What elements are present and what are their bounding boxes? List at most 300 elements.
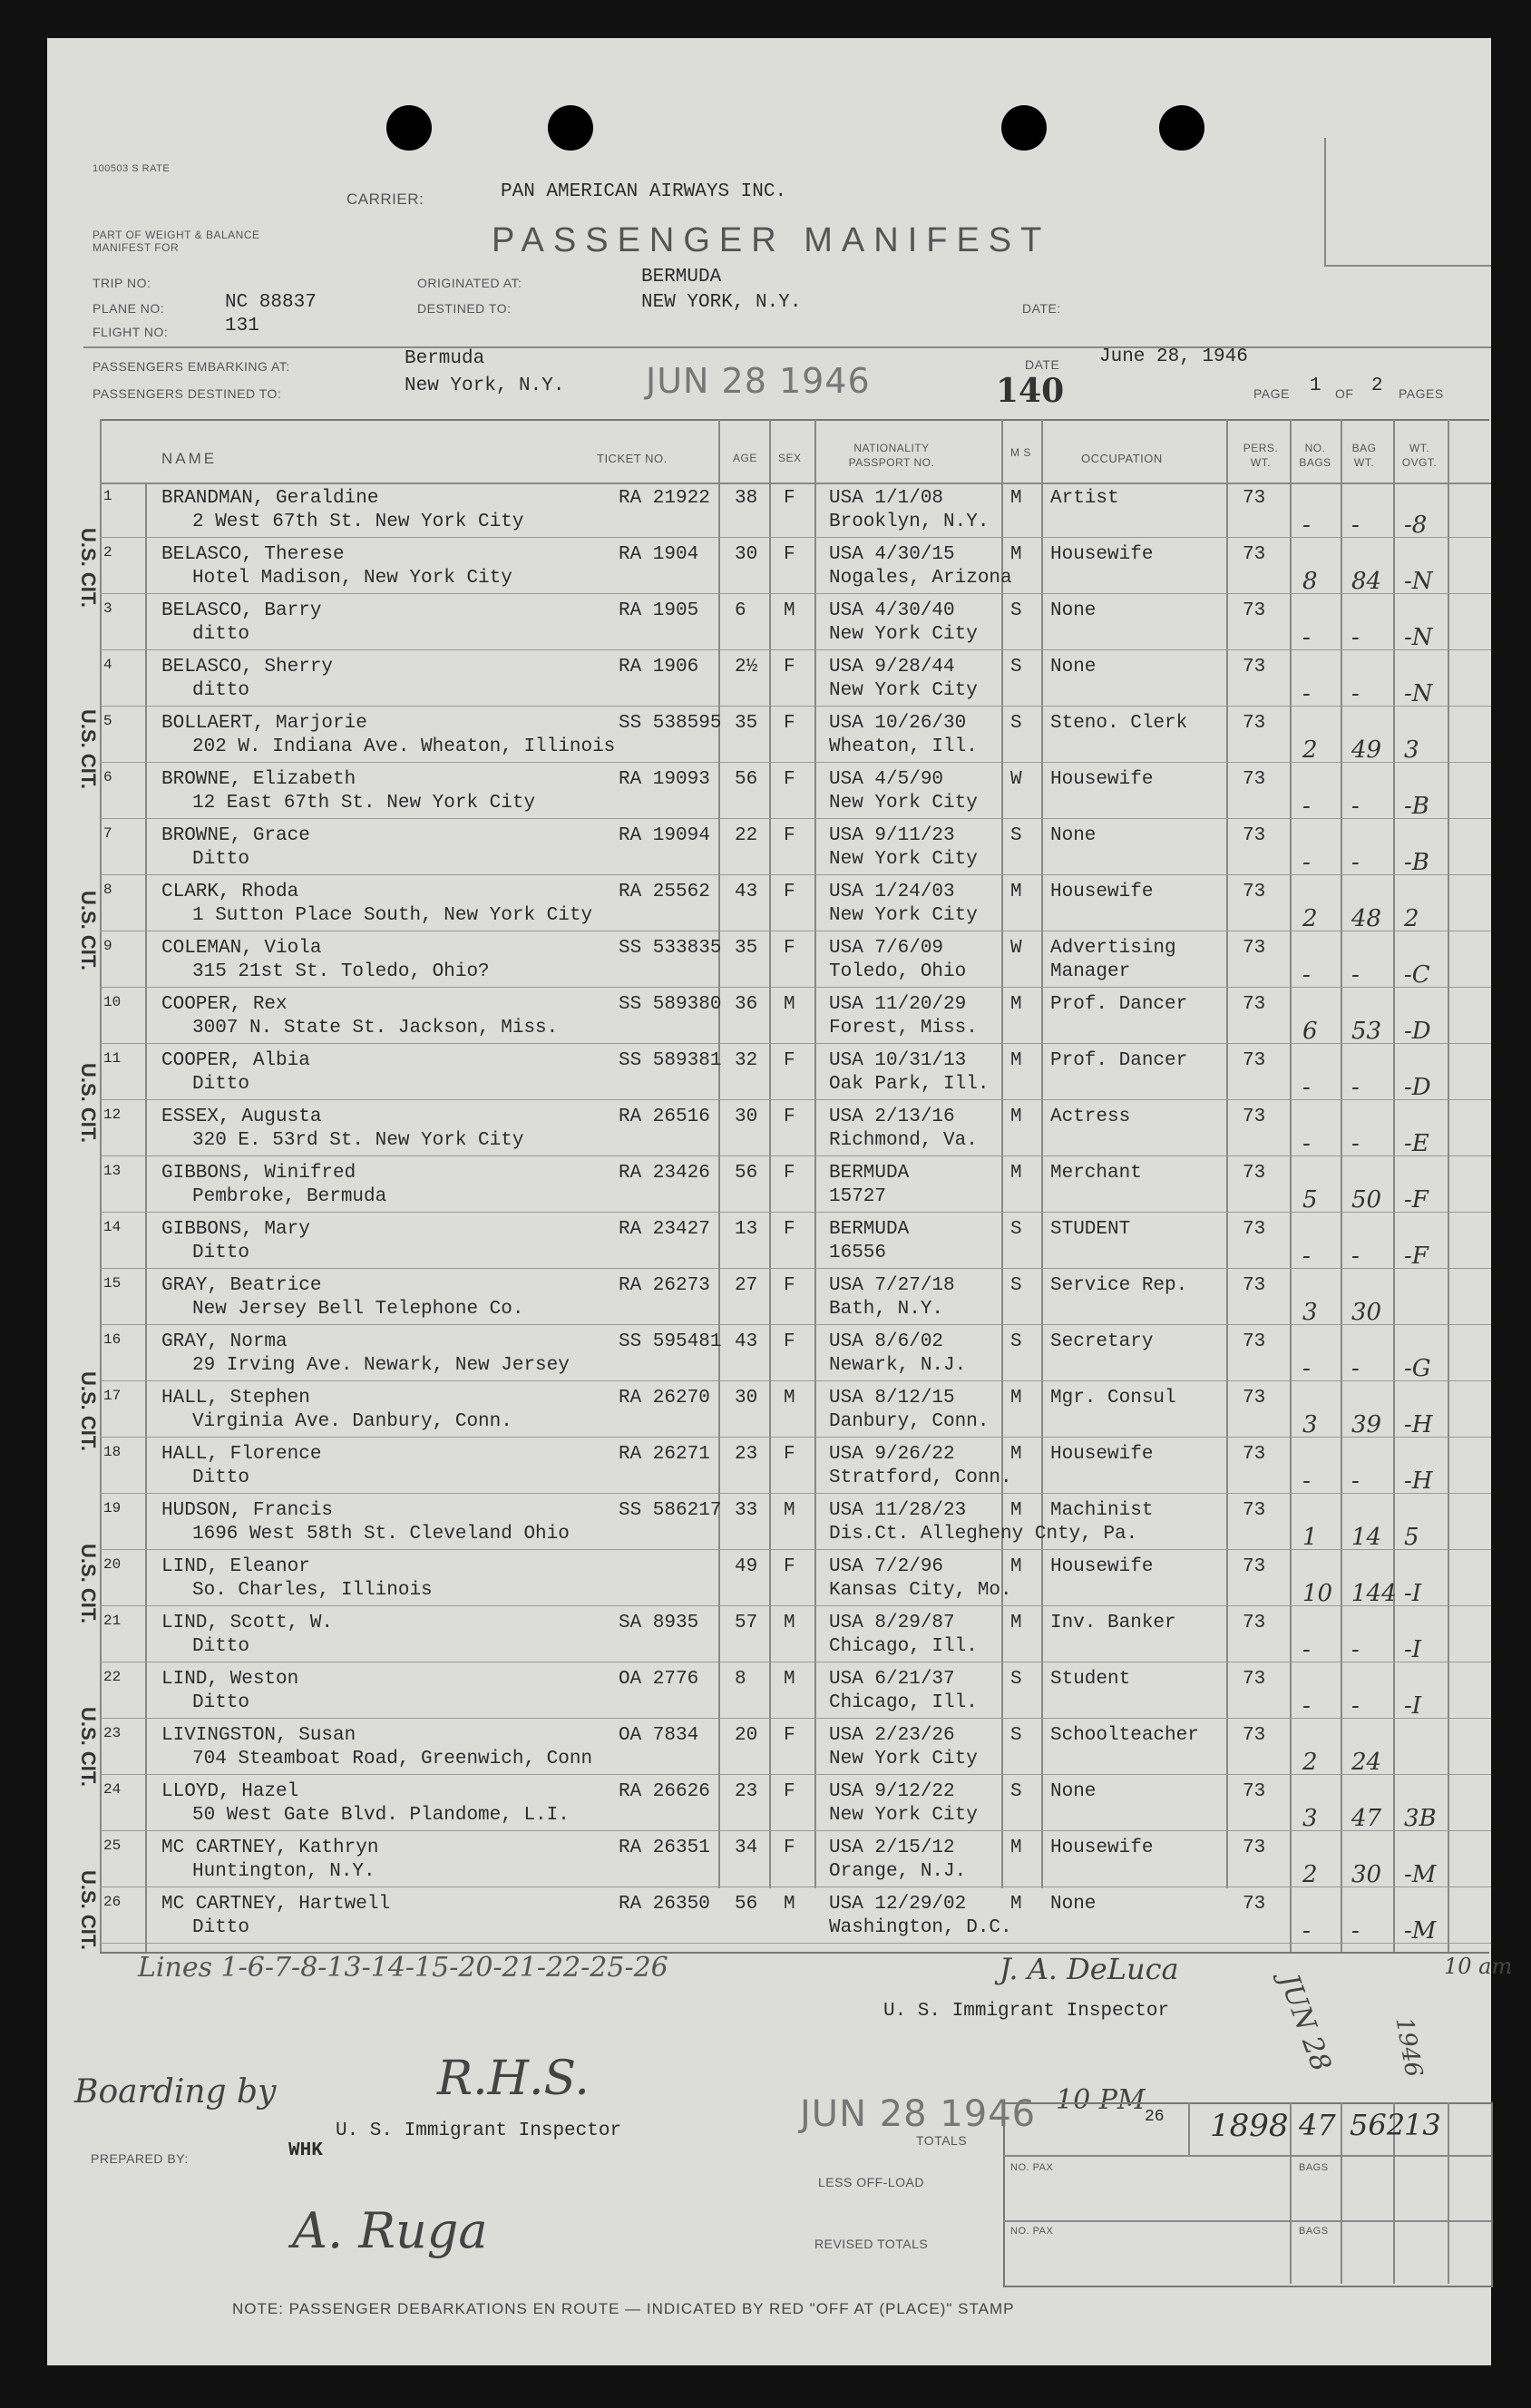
row-rule (100, 1380, 1491, 1381)
passenger-name: BRANDMAN, Geraldine (161, 488, 379, 509)
table-row (47, 820, 1491, 876)
bag-count: 2 (1302, 905, 1318, 932)
passenger-sex: F (784, 1107, 795, 1127)
passenger-address: ditto (192, 624, 250, 645)
passport-info: USA 7/2/96 (829, 1556, 944, 1577)
passenger-sex: F (784, 1219, 795, 1240)
marital-status: S (1010, 825, 1022, 846)
passenger-sex: F (784, 1050, 795, 1071)
passenger-age: 33 (735, 1500, 758, 1521)
passenger-name: HALL, Florence (161, 1444, 322, 1465)
birthplace: Orange, N.J. (829, 1861, 967, 1882)
passenger-name: BELASCO, Sherry (161, 657, 334, 678)
inspector-title-1: U. S. Immigrant Inspector (883, 2001, 1170, 2022)
passenger-name: LIND, Weston (161, 1669, 299, 1690)
side-stamp: U.S. CIT. (77, 709, 100, 790)
occupation: Merchant (1050, 1163, 1142, 1184)
row-number: 10 (103, 994, 122, 1010)
passenger-weight: 73 (1243, 1500, 1266, 1521)
bag-weight: 24 (1351, 1749, 1382, 1776)
passenger-name: BROWNE, Grace (161, 825, 310, 846)
row-rule (100, 1549, 1491, 1550)
ticket-number: OA 7834 (619, 1725, 699, 1746)
passenger-age: 43 (735, 1331, 758, 1352)
passenger-age: 35 (735, 713, 758, 734)
bag-weight: - (1351, 624, 1360, 651)
passenger-sex: M (784, 1669, 795, 1690)
table-row (47, 1607, 1491, 1663)
side-stamp: U.S. CIT. (77, 1707, 100, 1788)
marital-status: M (1010, 544, 1022, 565)
overweight: -G (1404, 1355, 1431, 1382)
bag-weight: 48 (1351, 905, 1382, 932)
overweight: 3 (1404, 736, 1419, 764)
bag-weight: - (1351, 1636, 1360, 1663)
row-number: 20 (103, 1556, 122, 1573)
row-rule (100, 649, 1491, 650)
passport-info: BERMUDA (829, 1163, 910, 1184)
passenger-age: 2½ (735, 657, 758, 678)
side-stamp: U.S. CIT. (77, 891, 100, 971)
passenger-name: GRAY, Norma (161, 1331, 288, 1352)
marital-status: M (1010, 488, 1022, 509)
marital-status: W (1010, 769, 1022, 790)
passenger-name: BELASCO, Barry (161, 600, 322, 621)
bag-count: 2 (1302, 1749, 1318, 1776)
marital-status: M (1010, 1444, 1022, 1465)
row-rule (100, 537, 1491, 538)
birthplace: Richmond, Va. (829, 1130, 978, 1151)
birthplace: New York City (829, 680, 978, 701)
table-row (47, 1326, 1491, 1382)
row-rule (100, 1212, 1491, 1213)
bag-weight: - (1351, 1917, 1360, 1945)
occupation: None (1050, 1781, 1097, 1802)
passenger-sex: F (784, 938, 795, 959)
destined-label: DESTINED TO: (417, 301, 512, 316)
plane-no-value: NC 88837 (225, 292, 317, 313)
table-row (47, 1045, 1491, 1101)
handwritten-time: 10 am (1444, 1954, 1513, 1979)
occupation: Machinist (1050, 1500, 1154, 1521)
occupation: Mgr. Consul (1050, 1388, 1176, 1409)
passenger-sex: F (784, 825, 795, 846)
date2-value: June 28, 1946 (1099, 346, 1248, 367)
bag-weight: 30 (1351, 1861, 1382, 1888)
passenger-sex: F (784, 1838, 795, 1858)
passport-info: USA 4/30/40 (829, 600, 955, 621)
row-number: 25 (103, 1838, 122, 1854)
table-row (47, 1551, 1491, 1607)
table-row (47, 1720, 1491, 1776)
marital-status: M (1010, 1500, 1022, 1521)
passenger-age: 22 (735, 825, 758, 846)
passenger-address: New Jersey Bell Telephone Co. (192, 1299, 524, 1320)
bag-weight: - (1351, 1130, 1360, 1157)
passenger-name: MC CARTNEY, Kathryn (161, 1838, 379, 1858)
passenger-address: Ditto (192, 849, 250, 870)
handwritten-year: 1946 (1390, 2015, 1428, 2080)
totals-rule (1003, 2155, 1491, 2157)
passenger-address: Virginia Ave. Danbury, Conn. (192, 1411, 512, 1432)
overweight: -N (1404, 680, 1433, 707)
passenger-weight: 73 (1243, 1219, 1266, 1240)
birthplace: New York City (829, 793, 978, 814)
bag-count: 5 (1302, 1186, 1318, 1214)
flight-no-value: 131 (225, 316, 259, 336)
passenger-age: 56 (735, 769, 758, 790)
totals-label: TOTALS (916, 2133, 968, 2148)
occupation: Student (1050, 1669, 1131, 1690)
overweight: -B (1404, 793, 1429, 820)
totals-rule (1341, 2102, 1342, 2284)
passenger-name: GIBBONS, Winifred (161, 1163, 356, 1184)
punch-hole (1001, 105, 1047, 151)
passenger-sex: F (784, 1331, 795, 1352)
passenger-age: 56 (735, 1894, 758, 1915)
passenger-weight: 73 (1243, 657, 1266, 678)
birthplace: New York City (829, 1805, 978, 1826)
manifest-sheet (47, 38, 1513, 2365)
passenger-weight: 73 (1243, 769, 1266, 790)
row-number: 13 (103, 1163, 122, 1179)
passport-info: USA 7/6/09 (829, 938, 944, 959)
bag-count: - (1302, 1130, 1311, 1157)
birthplace: New York City (829, 624, 978, 645)
row-number: 17 (103, 1388, 122, 1404)
total-weight: 1898 (1210, 2108, 1289, 2144)
table-row (47, 989, 1491, 1045)
birthplace: Dis.Ct. Allegheny Cnty, Pa. (829, 1524, 1138, 1545)
passport-info: USA 2/15/12 (829, 1838, 955, 1858)
passenger-address: Huntington, N.Y. (192, 1861, 375, 1882)
passenger-weight: 73 (1243, 1444, 1266, 1465)
manifest-number: 140 (996, 372, 1065, 410)
table-row (47, 483, 1491, 539)
passenger-address: So. Charles, Illinois (192, 1580, 433, 1601)
occupation: Steno. Clerk (1050, 713, 1188, 734)
table-row (47, 707, 1491, 764)
passenger-sex: F (784, 882, 795, 902)
passenger-sex: M (784, 1613, 795, 1633)
ticket-number: RA 1904 (619, 544, 699, 565)
passport-info: USA 10/26/30 (829, 713, 967, 734)
pages-value: 2 (1371, 375, 1383, 396)
row-rule (100, 874, 1491, 875)
col-nationality: NATIONALITY PASSPORT NO. (848, 442, 935, 469)
table-row (47, 1888, 1491, 1945)
carrier-label: CARRIER: (346, 190, 424, 208)
row-rule (100, 1324, 1491, 1325)
row-number: 6 (103, 769, 112, 785)
row-number: 14 (103, 1219, 122, 1235)
overweight: -M (1404, 1917, 1437, 1945)
row-number: 26 (103, 1894, 122, 1910)
overweight: -F (1404, 1186, 1429, 1214)
no-pax-label-2: NO. PAX (1010, 2226, 1054, 2237)
passenger-name: COOPER, Rex (161, 994, 288, 1015)
no-pax-label: NO. PAX (1010, 2162, 1054, 2173)
passenger-age: 49 (735, 1556, 758, 1577)
row-number: 23 (103, 1725, 122, 1741)
passenger-age: 23 (735, 1781, 758, 1802)
passenger-address: 704 Steamboat Road, Greenwich, Conn (192, 1749, 593, 1769)
row-number: 1 (103, 488, 112, 504)
passenger-age: 30 (735, 544, 758, 565)
passenger-age: 27 (735, 1275, 758, 1296)
col-age: AGE (733, 452, 757, 464)
row-rule (100, 1099, 1491, 1100)
passenger-weight: 73 (1243, 1838, 1266, 1858)
bag-count: - (1302, 680, 1311, 707)
originated-label: ORIGINATED AT: (417, 276, 522, 290)
birthplace: Toledo, Ohio (829, 961, 967, 982)
passenger-address: 50 West Gate Blvd. Plandome, L.I. (192, 1805, 570, 1826)
header-rule (83, 346, 1491, 348)
col-wt-ovgt: WT. OVGT. (1401, 442, 1438, 469)
occupation: Housewife (1050, 1444, 1154, 1465)
bag-count: - (1302, 1355, 1311, 1382)
marital-status: S (1010, 1275, 1022, 1296)
total-bags: 47 (1299, 2108, 1336, 2142)
marital-status: M (1010, 882, 1022, 902)
pages-label: PAGES (1399, 386, 1444, 401)
ticket-number: SA 8935 (619, 1613, 699, 1633)
occupation: Advertising (1050, 938, 1176, 959)
bag-weight: 50 (1351, 1186, 1382, 1214)
row-rule (100, 1605, 1491, 1606)
passenger-age: 20 (735, 1725, 758, 1746)
overweight: -M (1404, 1861, 1437, 1888)
table-row (47, 1157, 1491, 1214)
occupation: Housewife (1050, 769, 1154, 790)
row-rule (100, 762, 1491, 763)
marital-status: W (1010, 938, 1022, 959)
passenger-sex: F (784, 1781, 795, 1802)
col-pers-wt: PERS. WT. (1243, 442, 1279, 469)
form-number: 100503 S RATE (93, 163, 171, 174)
row-number: 4 (103, 657, 112, 673)
passenger-age: 36 (735, 994, 758, 1015)
marital-status: M (1010, 1050, 1022, 1071)
ticket-number: OA 2776 (619, 1669, 699, 1690)
row-rule (100, 1774, 1491, 1775)
passenger-sex: F (784, 1444, 795, 1465)
passenger-age: 57 (735, 1613, 758, 1633)
passenger-address: 202 W. Indiana Ave. Wheaton, Illinois (192, 736, 616, 757)
overweight: -C (1404, 961, 1430, 989)
table-row (47, 1663, 1491, 1720)
passenger-address: Ditto (192, 1917, 250, 1938)
overweight: -8 (1404, 512, 1428, 539)
trip-no-label: TRIP NO: (93, 276, 151, 290)
bag-count: - (1302, 1467, 1311, 1495)
occupation: Prof. Dancer (1050, 994, 1188, 1015)
passenger-age: 30 (735, 1388, 758, 1409)
passenger-name: BELASCO, Therese (161, 544, 345, 565)
ticket-number: RA 26270 (619, 1388, 710, 1409)
ticket-number: RA 1906 (619, 657, 699, 678)
ticket-number: SS 538595 (619, 713, 722, 734)
handwritten-time-2: 10 PM (1056, 2084, 1146, 2116)
passport-info: USA 2/13/16 (829, 1107, 955, 1127)
row-number: 3 (103, 600, 112, 617)
overweight: -H (1404, 1467, 1433, 1495)
marital-status: M (1010, 1838, 1022, 1858)
passenger-name: BROWNE, Elizabeth (161, 769, 356, 790)
second-signature: R.H.S. (437, 2052, 590, 2106)
overweight: -I (1404, 1636, 1422, 1663)
birthplace: Kansas City, Mo. (829, 1580, 1012, 1601)
birthplace: Oak Park, Ill. (829, 1074, 990, 1095)
passenger-weight: 73 (1243, 994, 1266, 1015)
ticket-number: RA 26626 (619, 1781, 710, 1802)
passenger-sex: F (784, 1725, 795, 1746)
passport-info: USA 9/11/23 (829, 825, 955, 846)
occupation: Inv. Banker (1050, 1613, 1176, 1633)
birthplace: New York City (829, 849, 978, 870)
carrier-value: PAN AMERICAN AIRWAYS INC. (501, 181, 787, 202)
bag-count: 1 (1302, 1524, 1318, 1551)
row-rule (100, 1437, 1491, 1438)
ticket-number: SS 589380 (619, 994, 722, 1015)
bag-count: - (1302, 1074, 1311, 1101)
punch-hole (386, 105, 432, 151)
totals-rule (1188, 2102, 1190, 2155)
occupation: Artist (1050, 488, 1119, 509)
passenger-name: LIND, Eleanor (161, 1556, 310, 1577)
date-label: DATE: (1022, 301, 1061, 316)
overweight: 3B (1404, 1805, 1437, 1832)
col-no-bags: NO. BAGS (1299, 442, 1331, 469)
birthplace: Newark, N.J. (829, 1355, 967, 1376)
table-row (47, 651, 1491, 707)
passenger-address: Ditto (192, 1074, 250, 1095)
bag-weight: 39 (1351, 1411, 1382, 1438)
passenger-weight: 73 (1243, 600, 1266, 621)
passenger-weight: 73 (1243, 1894, 1266, 1915)
marital-status: M (1010, 1894, 1022, 1915)
table-row (47, 932, 1491, 989)
passenger-name: BOLLAERT, Marjorie (161, 713, 367, 734)
passenger-age: 23 (735, 1444, 758, 1465)
passport-info: USA 9/12/22 (829, 1781, 955, 1802)
marital-status: S (1010, 1331, 1022, 1352)
passport-info: BERMUDA (829, 1219, 910, 1240)
passenger-sex: F (784, 657, 795, 678)
embarking-label: PASSENGERS EMBARKING AT: (93, 359, 290, 374)
ticket-number: SS 533835 (619, 938, 722, 959)
overweight: 2 (1404, 905, 1419, 932)
bags-label-2: BAGS (1299, 2226, 1329, 2237)
table-row (47, 1214, 1491, 1270)
ticket-number: SS 595481 (619, 1331, 722, 1352)
passenger-name: GIBBONS, Mary (161, 1219, 310, 1240)
overweight: -H (1404, 1411, 1433, 1438)
table-row (47, 1270, 1491, 1326)
birthplace: New York City (829, 905, 978, 926)
birthplace: New York City (829, 1749, 978, 1769)
bag-count: - (1302, 793, 1311, 820)
ticket-number: RA 26273 (619, 1275, 710, 1296)
passenger-address: 315 21st St. Toledo, Ohio? (192, 961, 490, 982)
bag-count: - (1302, 961, 1311, 989)
punch-hole (548, 105, 593, 151)
birthplace: Chicago, Ill. (829, 1636, 978, 1657)
corner-box-left (1324, 138, 1326, 265)
passenger-age: 32 (735, 1050, 758, 1071)
preparer-signature: A. Ruga (292, 2202, 488, 2259)
passenger-sex: F (784, 713, 795, 734)
passenger-address: Ditto (192, 1467, 250, 1488)
passenger-age: 35 (735, 938, 758, 959)
table-row (47, 1495, 1491, 1551)
ticket-number: RA 26350 (619, 1894, 710, 1915)
overweight: -I (1404, 1692, 1422, 1720)
passenger-name: COOPER, Albia (161, 1050, 310, 1071)
passport-info: USA 1/1/08 (829, 488, 944, 509)
row-rule (100, 1493, 1491, 1494)
overweight: -E (1404, 1130, 1429, 1157)
totals-rule (1448, 2102, 1449, 2284)
page-value: 1 (1310, 375, 1321, 396)
prepared-by-value: WHK (288, 2140, 323, 2161)
passenger-address: 1696 West 58th St. Cleveland Ohio (192, 1524, 570, 1545)
passenger-name: LIVINGSTON, Susan (161, 1725, 356, 1746)
passenger-address: 12 East 67th St. New York City (192, 793, 536, 814)
bag-weight: - (1351, 1467, 1360, 1495)
total-overweight: 13 (1404, 2108, 1441, 2142)
passport-info: USA 11/28/23 (829, 1500, 967, 1521)
passenger-weight: 73 (1243, 1613, 1266, 1633)
passenger-name: HALL, Stephen (161, 1388, 310, 1409)
bag-count: 2 (1302, 1861, 1318, 1888)
passenger-address: 29 Irving Ave. Newark, New Jersey (192, 1355, 570, 1376)
passenger-address: Ditto (192, 1692, 250, 1713)
bag-count: - (1302, 624, 1311, 651)
birthplace: Danbury, Conn. (829, 1411, 990, 1432)
passenger-address: Hotel Madison, New York City (192, 568, 512, 589)
table-row (47, 1832, 1491, 1888)
occupation: Housewife (1050, 1556, 1154, 1577)
bag-weight: - (1351, 680, 1360, 707)
row-rule (100, 1155, 1491, 1156)
bag-weight: 144 (1351, 1580, 1397, 1607)
passenger-address: Ditto (192, 1243, 250, 1263)
bag-weight: 30 (1351, 1299, 1382, 1326)
marital-status: M (1010, 1613, 1022, 1633)
row-rule (100, 818, 1491, 819)
bag-count: - (1302, 1636, 1311, 1663)
table-row (47, 539, 1491, 595)
row-rule (100, 1830, 1491, 1831)
row-rule (100, 1943, 1491, 1944)
birthplace: Stratford, Conn. (829, 1467, 1012, 1488)
passenger-weight: 73 (1243, 1050, 1266, 1071)
overweight: -D (1404, 1018, 1431, 1045)
row-rule (100, 593, 1491, 594)
revised-totals-label: REVISED TOTALS (814, 2237, 929, 2251)
passenger-age: 13 (735, 1219, 758, 1240)
bag-count: 3 (1302, 1299, 1318, 1326)
passenger-weight: 73 (1243, 1275, 1266, 1296)
passenger-address: Ditto (192, 1636, 250, 1657)
birthplace: Forest, Miss. (829, 1018, 978, 1038)
date-stamp-2: JUN 28 1946 (800, 2093, 1037, 2135)
row-number: 21 (103, 1613, 122, 1629)
passenger-age: 30 (735, 1107, 758, 1127)
row-number: 5 (103, 713, 112, 729)
